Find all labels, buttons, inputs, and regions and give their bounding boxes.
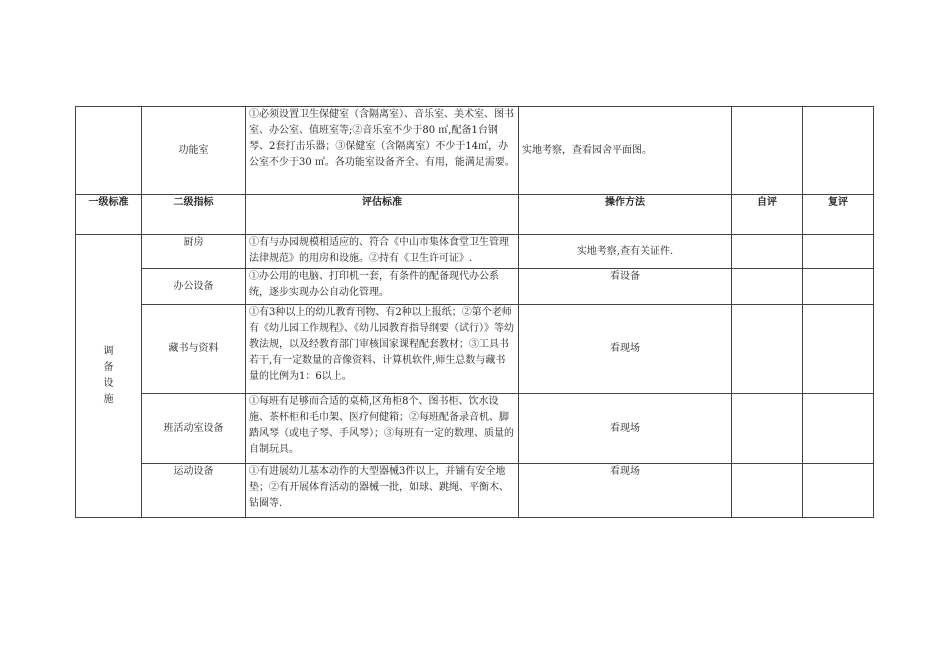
review-cell[interactable] (803, 269, 874, 305)
method-text: 实地考察,查有关证件. (519, 235, 732, 269)
secondary-indicator: 班活动室设备 (142, 394, 246, 464)
header-row (76, 195, 874, 235)
secondary-indicator: 运动设备 (142, 464, 246, 518)
review-cell[interactable] (803, 107, 874, 195)
criteria-text: ①办公用的电脑、打印机一套，有条件的配备现代办公系统，逐步实现办公自动化管理。 (246, 269, 519, 305)
header-review: 复评 (803, 195, 874, 235)
table-row (76, 107, 874, 195)
table-row (76, 269, 874, 305)
primary-char: 调 (103, 346, 114, 357)
review-cell[interactable] (803, 394, 874, 464)
table-row (76, 464, 874, 518)
self-eval-cell[interactable] (732, 464, 803, 518)
secondary-indicator: 藏书与资料 (142, 305, 246, 394)
header-secondary: 二级指标 (142, 195, 246, 235)
criteria-text: ①有与办园规模相适应的、符合《中山市集体食堂卫生管理法律规范》的用房和设施。②持有《卫生许可证》. (246, 235, 519, 269)
primary-category (76, 235, 142, 518)
primary-char: 设 (103, 378, 114, 389)
header-self-eval: 自评 (732, 195, 803, 235)
secondary-indicator: 厨房 (142, 235, 246, 269)
review-cell[interactable] (803, 464, 874, 518)
table-row (76, 305, 874, 394)
self-eval-cell[interactable] (732, 269, 803, 305)
criteria-text: ①必须设置卫生保健室（含隔离室）、音乐室、美术室、图书室、办公室、值班室等;②音乐室不少于80 ㎡,配备1台钢琴、2套打击乐器；③保健室（含隔离室）不少于14㎡，办公室不少于30 ㎡。各功能室设备齐全、有用，能满足需要。 (246, 107, 519, 195)
table-row (76, 394, 874, 464)
primary-cell-empty (76, 107, 142, 195)
header-criteria: 评估标准 (246, 195, 519, 235)
review-cell[interactable] (803, 235, 874, 269)
primary-char: 备 (103, 362, 114, 373)
method-text: 看现场 (519, 394, 732, 464)
criteria-text: ①有进展幼儿基本动作的大型器械3件以上，并铺有安全地垫；②有开展体育活动的器械一批，如球、跳绳、平衡木、钻圈等. (246, 464, 519, 518)
criteria-text: ①每班有足够而合适的桌椅,区角柜8个、图书柜、饮水设施、茶杯柜和毛巾架、医疗何健箱；②每班配备录音机、脚踏风琴（或电子琴、手风琴）；③每班有一定的数理、质量的自制玩具。 (246, 394, 519, 464)
self-eval-cell[interactable] (732, 235, 803, 269)
method-text: 看设备 (519, 269, 732, 305)
method-text: 看现场 (519, 464, 732, 518)
self-eval-cell[interactable] (732, 394, 803, 464)
secondary-indicator: 办公设备 (142, 269, 246, 305)
self-eval-cell[interactable] (732, 107, 803, 195)
method-text: 实地考察，查看园舍平面图。 (519, 107, 732, 195)
criteria-text: ①有3种以上的幼儿教育刊物、有2种以上报纸；②第个老师有《幼儿园工作规程》、《幼儿园教育指导纲要（试行）》等幼教法规，以及经教育部门审核国家课程配套教材；③工具书若干,有一定数量的音像资料、计算机软件,师生总数与藏书量的比例为1：6以上。 (246, 305, 519, 394)
header-primary: 一级标准 (76, 195, 142, 235)
primary-char: 施 (103, 394, 114, 405)
self-eval-cell[interactable] (732, 305, 803, 394)
evaluation-table (75, 106, 874, 518)
secondary-indicator: 功能室 (142, 107, 246, 195)
review-cell[interactable] (803, 305, 874, 394)
table-row (76, 235, 874, 269)
header-method: 操作方法 (519, 195, 732, 235)
method-text: 看现场 (519, 305, 732, 394)
